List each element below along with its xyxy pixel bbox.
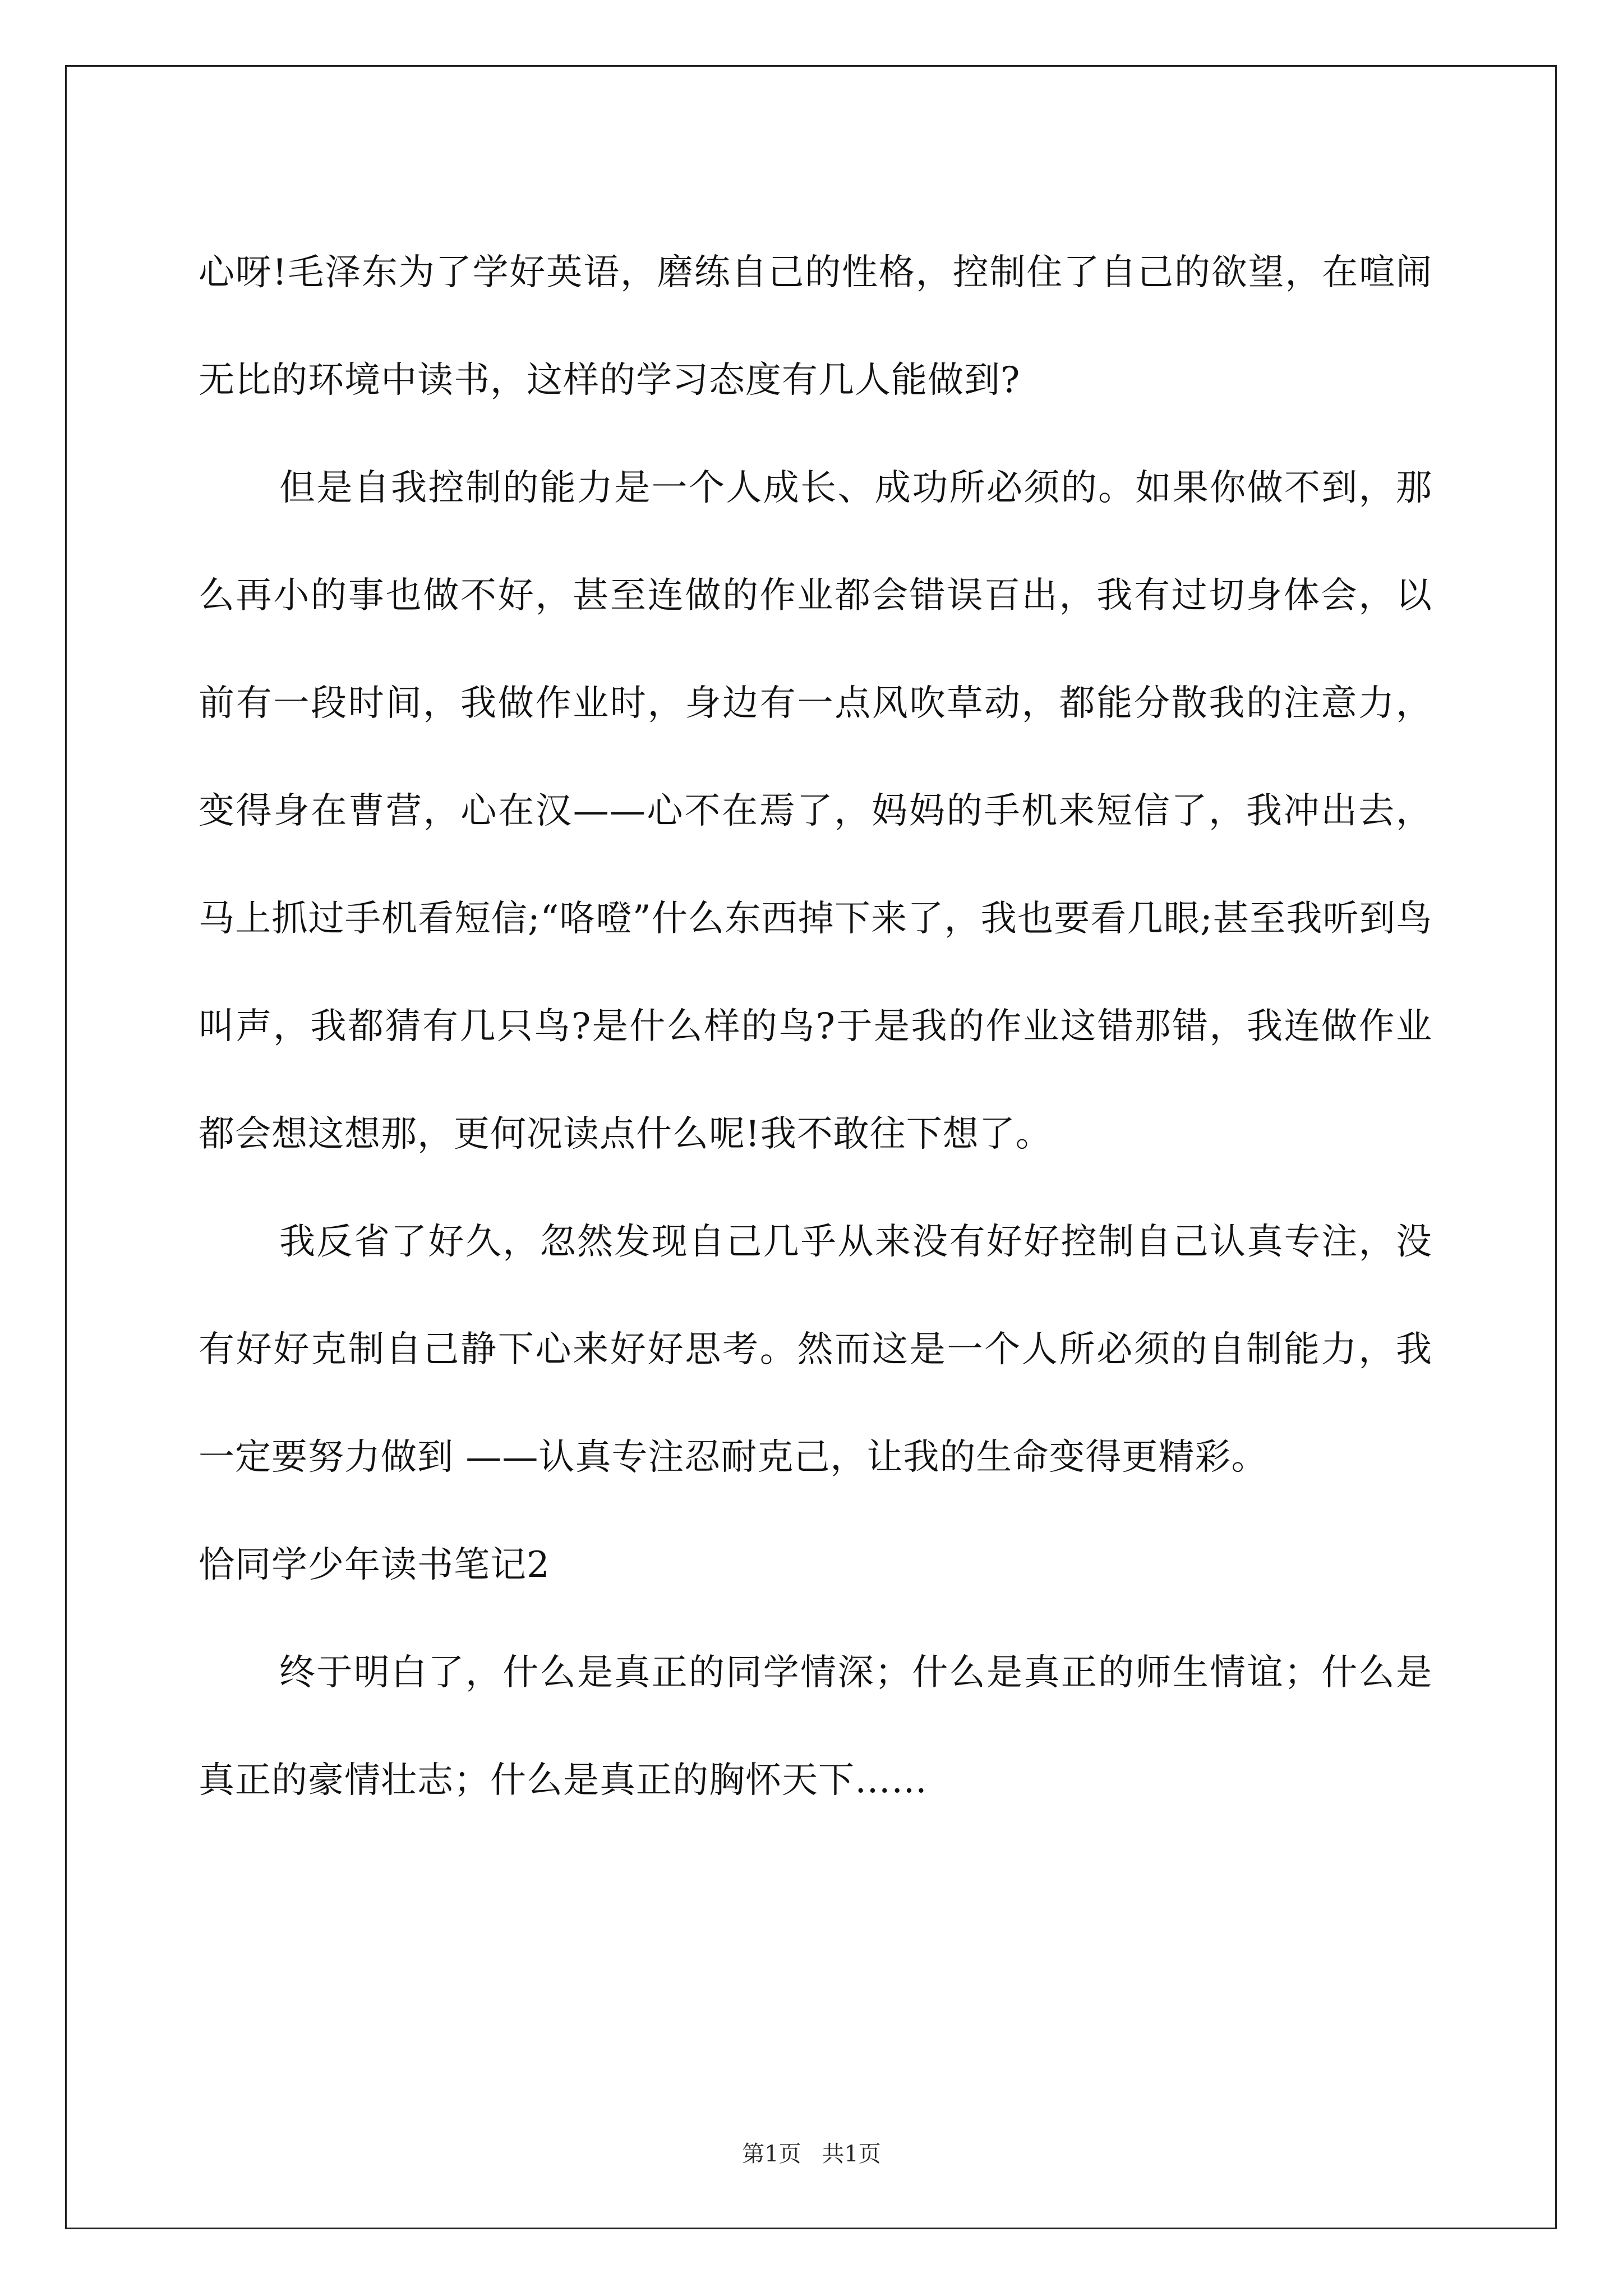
section-heading: 恰同学少年读书笔记2 bbox=[199, 1544, 550, 1586]
paragraph-understanding: 终于明白了，什么是真正的同学情深；什么是真正的师生情谊；什么是真正的豪情壮志；什么是真正的胸怀天下…… bbox=[199, 1652, 1432, 1801]
page-footer bbox=[0, 2136, 1623, 2168]
paragraph-continuation: 心呀!毛泽东为了学好英语，磨练自己的性格，控制住了自己的欲望，在喧闹无比的环境中读书，这样的学习态度有几人能做到? bbox=[199, 252, 1432, 401]
paragraph-self-control: 但是自我控制的能力是一个人成长、成功所必须的。如果你做不到，那么再小的事也做不好，甚至连做的作业都会错误百出，我有过切身体会，以前有一段时间，我做作业时，身边有一点风吹草动，都能分散我的注意力，变得身在曹营，心在汉——心不在焉了，妈妈的手机来短信了，我冲出去，马上抓过手机看短信;“咯噔”什么东西掉下来了，我也要看几眼;甚至我听到鸟叫声，我都猜有几只鸟?是什么样的鸟?于是我的作业这错那错，我连做作业都会想这想那，更何况读点什么呢!我不敢往下想了。 bbox=[199, 467, 1432, 1155]
page-number-total: 共1页 bbox=[822, 2141, 881, 2167]
paragraph-reflection: 我反省了好久，忽然发现自己几乎从来没有好好控制自己认真专注，没有好好克制自己静下心来好好思考。然而这是一个人所必须的自制能力，我一定要努力做到 ——认真专注忍耐克己，让我的生命变得更精彩。 bbox=[199, 1221, 1432, 1478]
document-body bbox=[199, 219, 1432, 1834]
page-number-current: 第1页 bbox=[742, 2141, 801, 2167]
